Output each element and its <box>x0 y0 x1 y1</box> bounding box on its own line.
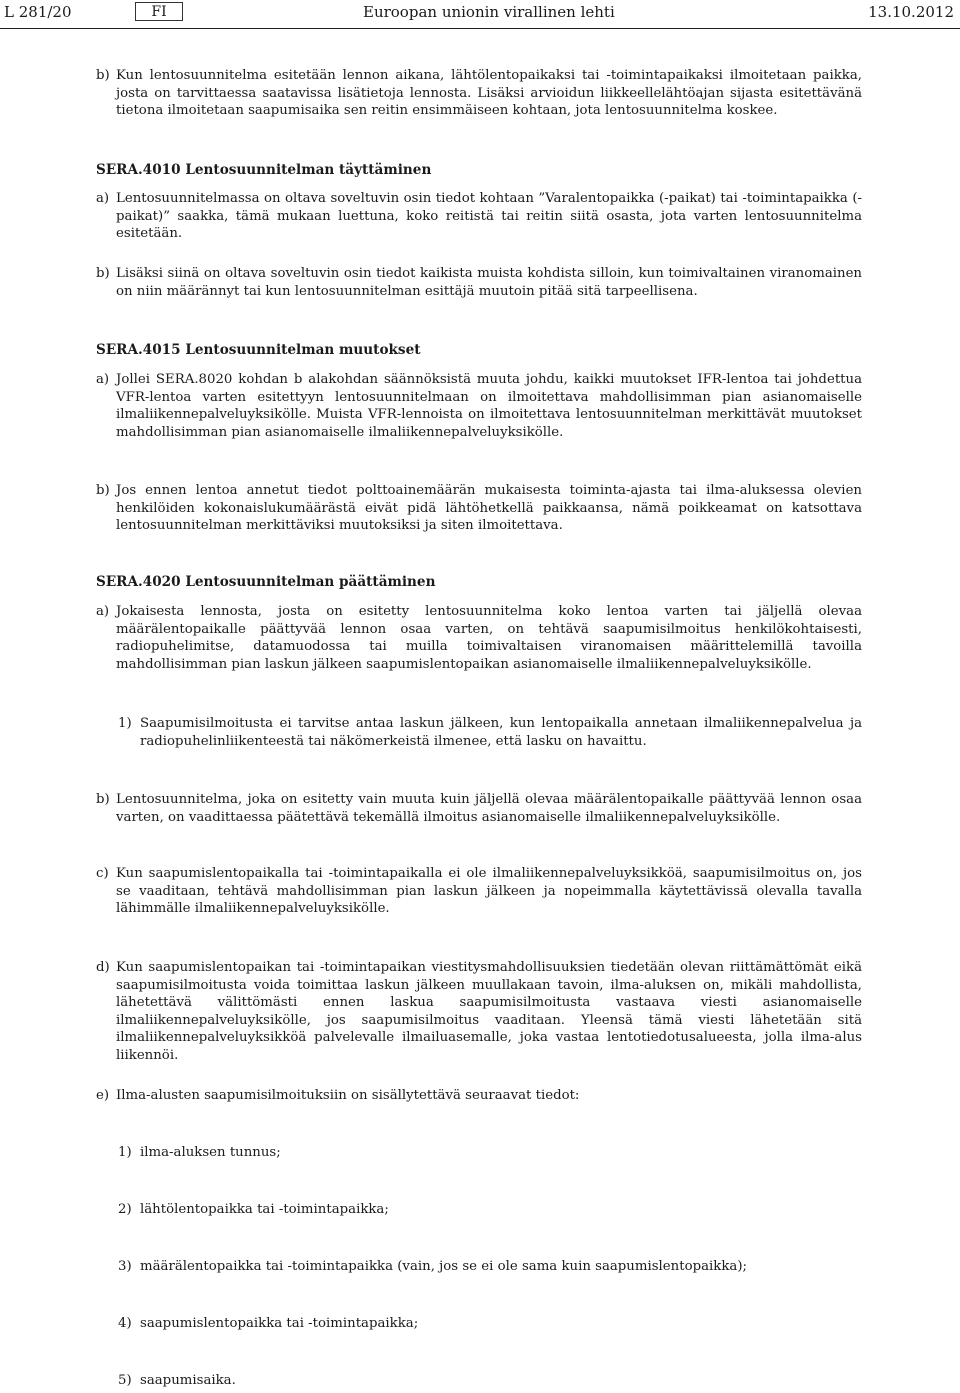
item-label: b) <box>96 266 110 281</box>
item-label: 1) <box>118 1145 132 1160</box>
list-item-e-3 <box>118 1258 862 1276</box>
item-label: b) <box>96 68 110 83</box>
item-text: Kun lentosuunnitelma esitetään lennon aikana, lähtölentopaikaksi tai -toimintapaikaksi ilmoitetaan paikka, josta on tarvittaessa saatavissa lisätietoja lennosta. Lisäksi arvioidun liikkeellelähtöajan sijasta esitettävänä tietona ilmoitetaan saapumisaika sen reitin ensimmäiseen kohtaan, jota lentosuunnitelma koskee. <box>116 68 862 118</box>
paragraph-4010-a <box>96 190 862 243</box>
item-text: saapumislentopaikka tai -toimintapaikka; <box>140 1316 419 1331</box>
paragraph-4020-a <box>96 603 862 673</box>
item-label: b) <box>96 483 110 498</box>
header-divider <box>0 28 960 29</box>
paragraph-4020-c <box>96 865 862 918</box>
item-label: 1) <box>118 716 132 731</box>
paragraph-intro-b <box>96 67 862 120</box>
section-heading-sera-4010: SERA.4010 Lentosuunnitelman täyttäminen <box>96 162 432 178</box>
page-reference: L 281/20 <box>4 3 72 21</box>
paragraph-4015-b <box>96 482 862 535</box>
item-label: a) <box>96 372 110 387</box>
publication-date: 13.10.2012 <box>868 3 954 21</box>
item-label: b) <box>96 792 110 807</box>
item-label: a) <box>96 604 110 619</box>
item-text: Saapumisilmoitusta ei tarvitse antaa laskun jälkeen, kun lentopaikalla annetaan ilmaliikennepalvelua ja radiopuhelinliikenteestä tai näkömerkeistä ilmenee, että lasku on havaittu. <box>140 716 862 749</box>
item-label: c) <box>96 866 109 881</box>
list-item-e-4 <box>118 1315 862 1333</box>
item-label: a) <box>96 191 110 206</box>
item-label: 3) <box>118 1259 132 1274</box>
item-text: saapumisaika. <box>140 1373 236 1388</box>
list-item-e-5 <box>118 1372 862 1390</box>
paragraph-4010-b <box>96 265 862 300</box>
paragraph-4020-a-1 <box>118 715 862 750</box>
item-text: Lisäksi siinä on oltava soveltuvin osin tiedot kaikista muista kohdista silloin, kun toimivaltainen viranomainen on niin määrännyt tai kun lentosuunnitelman esittäjä muutoin pitää sitä tarpeellisena. <box>116 266 862 299</box>
paragraph-4020-d <box>96 959 862 1064</box>
item-text: ilma-aluksen tunnus; <box>140 1145 281 1160</box>
item-text: Lentosuunnitelma, joka on esitetty vain muuta kuin jäljellä olevaa määrälentopaikalle päättyvää lennon osaa varten, on vaadittaessa päätettävä tekemällä ilmoitus asianomaiselle ilmaliikennepalveluyksikölle. <box>116 792 862 825</box>
list-item-e-2 <box>118 1201 862 1219</box>
paragraph-4015-a <box>96 371 862 441</box>
item-text: Jollei SERA.8020 kohdan b alakohdan säännöksistä muuta johdu, kaikki muutokset IFR-lentoa tai johdettua VFR-lentoa varten esitettyyn lentosuunnitelmaan on ilmoitettava mahdollisimman pian asianomaiselle ilmaliikennepalveluyksikölle. Muista VFR-lennoista on ilmoitettava lentosuunnitelman merkittävät muutokset mahdollisimman pian asianomaiselle ilmaliikennepalveluyksikölle. <box>116 372 862 440</box>
language-badge: FI <box>135 2 183 21</box>
item-label: e) <box>96 1088 110 1103</box>
item-text: Kun saapumislentopaikan tai -toimintapaikan viestitysmahdollisuuksien tiedetään olevan riittämättömät eikä saapumisilmoitusta voida toimittaa laskun jälkeen muullakaan tavoin, ilma-aluksen on, mikäli mahdollista, lähetettävä välittömästi ennen laskua saapumisilmoitusta vastaava viesti asianomaiselle ilmaliikennepalveluyksikölle, jos saapumisilmoitus vaaditaan. Yleensä tämä viesti lähetetään sitä ilmaliikennepalveluyksikköä palvelevalle ilmailuasemalle, joka vastaa lentotiedotusalueesta, jolla ilma-alus liikennöi. <box>116 960 862 1063</box>
item-label: 2) <box>118 1202 132 1217</box>
item-text: Lentosuunnitelmassa on oltava soveltuvin osin tiedot kohtaan ”Varalentopaikka (-paikat) tai -toimintapaikka (-paikat)” saakka, tämä mukaan luettuna, koko reitistä tai reitin siitä osasta, jota varten lentosuunnitelma esitetään. <box>116 191 862 241</box>
item-text: Jokaisesta lennosta, josta on esitetty lentosuunnitelma koko lentoa varten tai jäljellä olevaa määrälentopaikalle päättyvää lennon osaa varten, on tehtävä saapumisilmoitus henkilökohtaisesti, radiopuhelimitse, datamuodossa tai muilla toimivaltaisen viranomaisen määrittelemillä tavoilla mahdollisimman pian laskun jälkeen saapumislentopaikan asianomaiselle ilmaliikennepalveluyksikölle. <box>116 604 862 672</box>
paragraph-4020-b <box>96 791 862 826</box>
item-text: Jos ennen lentoa annetut tiedot polttoainemäärän mukaisesta toiminta-ajasta tai ilma-aluksessa olevien henkilöiden kokonaislukumäärästä eivät pidä lähtöhetkellä paikkaansa, nämä poikkeamat on katsottava lentosuunnitelman merkittäviksi muutoksiksi ja siten ilmoitettava. <box>116 483 862 533</box>
item-text: lähtölentopaikka tai -toimintapaikka; <box>140 1202 389 1217</box>
item-label: 5) <box>118 1373 132 1388</box>
section-heading-sera-4020: SERA.4020 Lentosuunnitelman päättäminen <box>96 574 436 590</box>
item-text: Kun saapumislentopaikalla tai -toimintapaikalla ei ole ilmaliikennepalveluyksikköä, saapumisilmoitus on, jos se vaaditaan, tehtävä mahdollisimman pian laskun jälkeen ja nopeimmalla käytettävissä olevalla tavalla lähimmälle ilmaliikennepalveluyksikölle. <box>116 866 862 916</box>
section-heading-sera-4015: SERA.4015 Lentosuunnitelman muutokset <box>96 342 421 358</box>
item-label: 4) <box>118 1316 132 1331</box>
item-text: Ilma-alusten saapumisilmoituksiin on sisällytettävä seuraavat tiedot: <box>116 1088 580 1103</box>
list-item-e-1 <box>118 1144 862 1162</box>
journal-title: Euroopan unionin virallinen lehti <box>363 3 615 21</box>
item-label: d) <box>96 960 110 975</box>
page-header <box>0 0 960 30</box>
item-text: määrälentopaikka tai -toimintapaikka (vain, jos se ei ole sama kuin saapumislentopaikka); <box>140 1259 747 1274</box>
paragraph-4020-e <box>96 1087 862 1105</box>
